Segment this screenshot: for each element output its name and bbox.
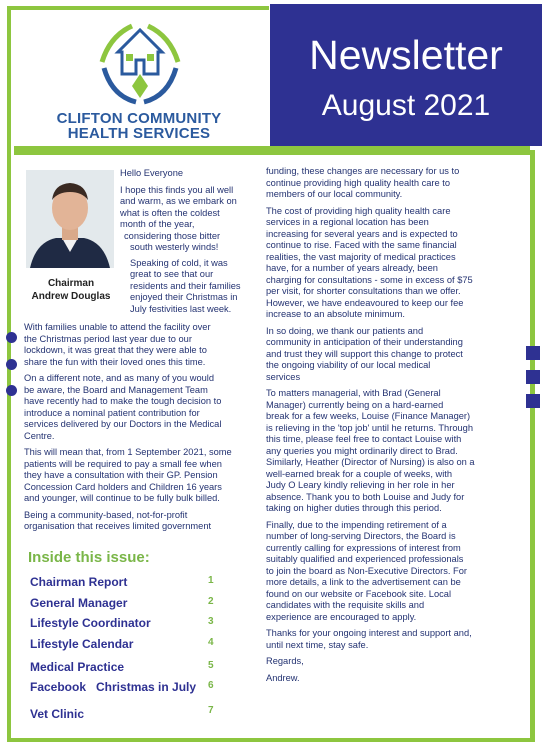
text-line: Being a community-based, not-for-profit: [24, 509, 188, 520]
text-line: patients will be required to pay a small fee when: [24, 458, 222, 469]
toc-item-facebook-christmas[interactable]: Facebook Christmas in July: [30, 680, 197, 694]
text-line: to join the board as Non-Executive Directors. For: [266, 565, 468, 576]
text-line: more details, a link to the advertisement can be: [266, 577, 461, 587]
text-line: Hello Everyone: [120, 168, 184, 178]
text-line: and trust they will support this change to protect: [266, 348, 463, 359]
text-line: Centre.: [24, 430, 55, 441]
decor-square: [526, 346, 540, 360]
text-line: break for a few weeks, Louise (Finance Manager): [266, 411, 471, 421]
text-line: community in anticipation of their understanding: [266, 337, 463, 347]
text-line: what is often the coldest: [120, 207, 220, 218]
text-line: Speaking of cold, it was: [130, 257, 228, 268]
text-line: increasing for several years and is expected to: [266, 228, 458, 239]
text-line: introduce a nominal patient contribution for: [24, 407, 200, 418]
text-line: charging for consultations - some in excess of $75: [266, 274, 473, 285]
bullet-dot: [6, 332, 17, 343]
text-line: continue providing high quality health care to: [266, 177, 450, 188]
text-line: any queries you might ordinarily direct to Brad.: [266, 445, 458, 456]
toc-page-number: 4: [208, 637, 214, 648]
toc-item-vet-clinic[interactable]: Vet Clinic: [30, 707, 85, 721]
text-line: the ongoing viability of our local medical: [266, 360, 431, 370]
text-line: south westerly winds!: [130, 242, 219, 252]
frame-left-line: [7, 6, 11, 742]
text-line: great to see that our: [130, 269, 214, 279]
text-line: funding, these changes are necessary for us to: [266, 166, 460, 176]
text-line: month of the year,: [120, 219, 195, 229]
text-line: This will mean that, from 1 September 2021, some: [24, 447, 232, 457]
house-hands-logo-icon: [92, 16, 188, 108]
bullet-dot: [6, 385, 17, 396]
photo-caption-name: Andrew Douglas: [31, 291, 111, 302]
text-line: Similarly, Heather (Director of Nursing) is also on a: [266, 457, 475, 467]
text-line: residents and their families: [130, 280, 241, 291]
text-line: To matters managerial, with Brad (General: [266, 388, 441, 398]
decor-square: [526, 370, 540, 384]
text-line: be aware, the Board and Management Team: [24, 384, 208, 395]
text-line: services: [266, 371, 301, 382]
text-line: July festivities last week.: [130, 303, 232, 314]
toc-page-number: 3: [208, 616, 214, 627]
toc-item-lifestyle-coordinator[interactable]: Lifestyle Coordinator: [30, 616, 151, 630]
toc-page-number: 2: [208, 596, 214, 607]
frame-bottom-line: [7, 738, 535, 742]
org-name-line2: HEALTH SERVICES: [67, 125, 211, 142]
toc-item-general-manager[interactable]: General Manager: [30, 596, 128, 610]
text-line: per visit, for shorter consultations than we offer.: [266, 286, 461, 296]
newsletter-title: Newsletter: [309, 32, 503, 78]
text-line: Finally, due to the impending retirement of a: [266, 519, 447, 530]
org-name-line1: CLIFTON COMMUNITY: [56, 110, 222, 127]
text-line: experience are encouraged to apply.: [266, 611, 417, 622]
text-line: increase to an absolute minimum.: [266, 309, 406, 319]
text-line: absence. Thank you to both Louise and Judy for: [266, 491, 465, 502]
text-line: the Christmas period last year due to our: [24, 333, 192, 344]
text-line: until next time, stay safe.: [266, 639, 369, 650]
text-line: lockdown, it was great that they were able to: [24, 345, 207, 355]
text-line: Manager) currently being on a hard-earned: [266, 399, 444, 410]
toc-item-lifestyle-calendar[interactable]: Lifestyle Calendar: [30, 637, 134, 651]
text-line: However, we have endeavoured to keep our fee: [266, 297, 464, 308]
chairman-photo: [26, 170, 114, 268]
text-line: members of our local community.: [266, 189, 403, 199]
text-line: suitably qualified and experienced professionals: [266, 554, 464, 564]
toc-page-number: 1: [208, 575, 214, 586]
text-line: continue to rise. Faced with the same financial: [266, 240, 457, 250]
text-line: Andrew.: [266, 672, 300, 683]
text-line: In so doing, we thank our patients and: [266, 325, 424, 336]
right-body-text: [266, 166, 528, 684]
text-line: and warm, as we embark on: [120, 196, 237, 206]
photo-caption-role: Chairman: [47, 278, 95, 289]
text-line: On a different note, and as many of you would: [24, 373, 215, 383]
portrait-image: [26, 170, 114, 268]
text-line: enjoyed their Christmas in: [130, 292, 238, 302]
text-line: taking on higher duties through this period.: [266, 503, 442, 513]
text-line: services delivered by our Doctors in the Medical: [24, 419, 222, 429]
text-line: Regards,: [266, 656, 304, 666]
frame-right-line: [530, 150, 535, 742]
text-line: The cost of providing high quality health care: [266, 205, 451, 216]
toc-item-chairman-report[interactable]: Chairman Report: [30, 575, 128, 589]
bullet-dot: [6, 359, 17, 370]
frame-top-line: [7, 6, 269, 10]
newsletter-date: August 2021: [321, 89, 491, 122]
text-line: services in a regional location has been: [266, 217, 429, 227]
text-line: share the fun with their loved ones this time.: [24, 356, 206, 367]
text-line: this time, please feel free to contact Louise with: [266, 434, 462, 444]
text-line: have recently had to make the tough decision to: [24, 396, 222, 406]
toc-page-number: 6: [208, 680, 214, 691]
decor-square: [526, 394, 540, 408]
text-line: With families unable to attend the facility over: [24, 322, 211, 332]
text-line: found on our website or Facebook site. Local: [266, 588, 452, 599]
text-line: realities, the vast majority of medical practices: [266, 251, 456, 262]
left-wrap-text: [120, 168, 262, 315]
toc-page-number: 5: [208, 660, 214, 671]
inside-heading: Inside this issue:: [28, 549, 150, 566]
text-line: Judy O Leary kindly relieving in her role in her: [266, 480, 455, 490]
text-line: organisation that receives limited government: [24, 521, 212, 531]
header-green-bar: [14, 146, 530, 155]
toc-item-medical-practice[interactable]: Medical Practice: [30, 660, 125, 674]
text-line: I hope this finds you all well: [120, 184, 234, 195]
text-line: considering those bitter: [124, 230, 221, 241]
text-line: candidates with the requisite skills and: [266, 600, 425, 610]
left-body-text: [24, 322, 264, 533]
text-line: currently calling for expressions of interest from: [266, 542, 461, 553]
text-line: Concession Card holders and Children 16 years: [24, 481, 222, 492]
text-line: they have a consultation with their GP. Pension: [24, 470, 218, 480]
toc-page-number: 7: [208, 705, 214, 716]
text-line: have, for a number of years already, been: [266, 263, 438, 273]
text-line: number of long-serving Directors, the Board is: [266, 531, 456, 541]
text-line: well-earned break for a couple of weeks, with: [266, 468, 453, 479]
text-line: is relieving in the 'top job' until he returns. Through: [266, 422, 473, 433]
text-line: Thanks for your ongoing interest and support and,: [266, 628, 472, 638]
text-line: and younger, will continue to be fully bulk billed.: [24, 493, 220, 503]
